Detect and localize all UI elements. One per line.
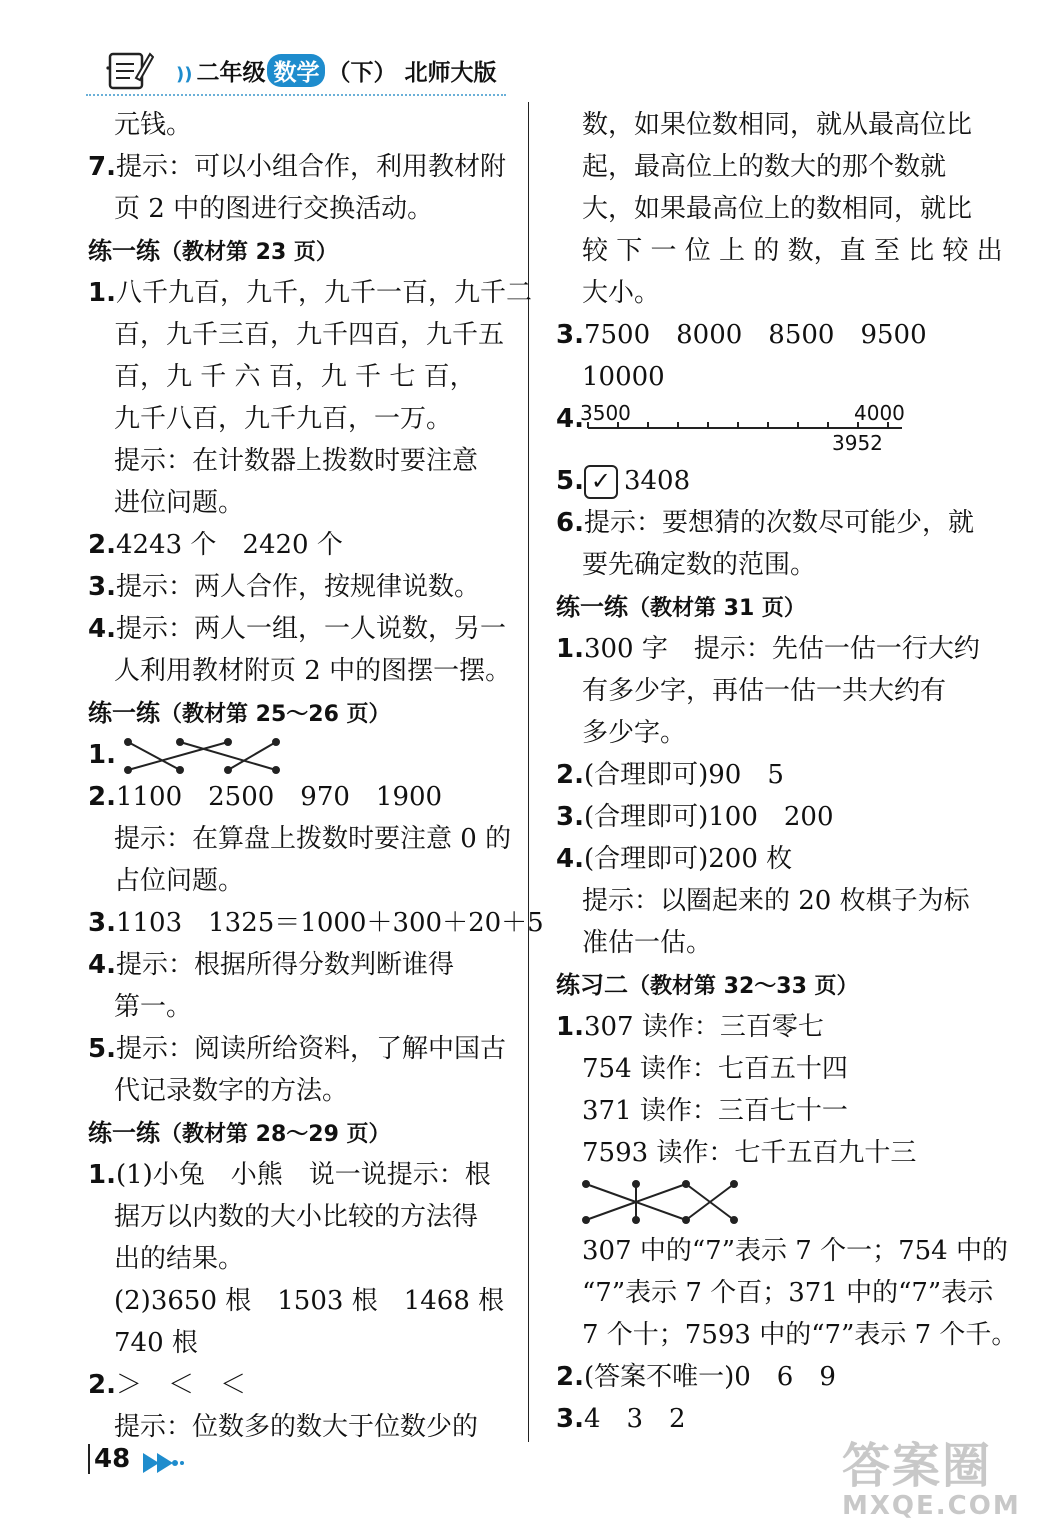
- number-line-diagram: [578, 398, 908, 458]
- section-title: 练习二（教材第 32～33 页）: [556, 971, 859, 999]
- question-3: 3.7500 8000 8500 9500: [556, 320, 927, 350]
- text-line: 提示：在算盘上拨数时要注意 0 的: [114, 824, 512, 854]
- text-line: 页 2 中的图进行交换活动。: [114, 194, 434, 224]
- question-3: 3.4 3 2: [556, 1404, 686, 1434]
- text-line: 较 下 一 位 上 的 数，直 至 比 较 出: [582, 236, 1003, 266]
- watermark-url: MXQE.COM: [842, 1491, 1021, 1521]
- text-line: 10000: [582, 362, 665, 392]
- question-2: 2.(合理即可)90 5: [556, 760, 784, 790]
- text-line: 出的结果。: [114, 1244, 245, 1274]
- question-4: 4.提示：两人一组，一人说数，另一: [88, 614, 506, 644]
- question-3: 3.1103 1325＝1000＋300＋20＋5: [88, 908, 544, 938]
- text-line: 起，最高位上的数大的那个数就: [582, 152, 947, 182]
- text-line: 740 根: [114, 1328, 198, 1358]
- header-edition: 北师大版: [404, 60, 497, 86]
- header-subject-badge: 数学: [267, 54, 325, 87]
- question-4: 4.(合理即可)200 枚: [556, 844, 793, 874]
- question-2: 2.1100 2500 970 1900: [88, 782, 443, 812]
- question-6: 6.提示：要想猜的次数尽可能少，就: [556, 508, 974, 538]
- matching-lines-diagram: [124, 736, 284, 776]
- text-line: (2)3650 根 1503 根 1468 根: [114, 1286, 505, 1316]
- question-2: 2.(答案不唯一)0 6 9: [556, 1362, 836, 1392]
- header-grade: 二年级: [196, 60, 266, 86]
- number-line-end-label: 4000: [854, 401, 905, 425]
- page-header: [86, 42, 506, 102]
- question-1: 1.300 字 提示：先估一估一行大约: [556, 634, 980, 664]
- section-title: 练一练（教材第 25～26 页）: [88, 699, 391, 727]
- number-line-answer-label: 3952: [832, 431, 883, 455]
- text-line: 大，如果最高位上的数相同，就比: [582, 194, 973, 224]
- text-line: 大小。: [582, 278, 661, 308]
- text-line: 人利用教材附页 2 中的图摆一摆。: [114, 656, 512, 686]
- text-line: 准估一估。: [582, 928, 713, 958]
- question-5: 5.提示：阅读所给资料，了解中国古: [88, 1034, 506, 1064]
- question-3: 3.(合理即可)100 200: [556, 802, 834, 832]
- section-title: 练一练（教材第 28～29 页）: [88, 1119, 391, 1147]
- text-line: 7 个十；7593 中的“7”表示 7 个千。: [582, 1320, 1018, 1350]
- number-line-start-label: 3500: [580, 401, 631, 425]
- watermark: [842, 1440, 1022, 1526]
- text-line: 有多少字，再估一估一共大约有: [582, 676, 947, 706]
- section-title: 练一练（教材第 23 页）: [88, 237, 338, 265]
- section-title: 练一练（教材第 31 页）: [556, 593, 806, 621]
- text-line: 百，九千三百，九千四百，九千五: [114, 320, 505, 350]
- text-line: 据万以内数的大小比较的方法得: [114, 1202, 479, 1232]
- text-line: “7”表示 7 个百；371 中的“7”表示: [582, 1278, 994, 1308]
- text-line: 371 读作：三百七十一: [582, 1096, 848, 1126]
- double-arrow-icon: [141, 1449, 185, 1477]
- right-column: [556, 104, 1018, 1440]
- question-2: 2.＞ ＜ ＜: [88, 1370, 246, 1400]
- text-line: 提示：在计数器上拨数时要注意: [114, 446, 479, 476]
- check-icon: ✓: [584, 465, 618, 499]
- question-4: 4. 3500 4000 3952: [556, 398, 986, 464]
- text-line: 占位问题。: [114, 866, 245, 896]
- text-line: 754 读作：七百五十四: [582, 1054, 848, 1084]
- text-line: 提示：以圈起来的 20 枚棋子为标: [582, 886, 970, 916]
- question-4: 4.提示：根据所得分数判断谁得: [88, 950, 454, 980]
- text-line: 307 中的“7”表示 7 个一；754 中的: [582, 1236, 1008, 1266]
- question-1: 1.: [88, 734, 508, 776]
- text-line: 提示：位数多的数大于位数少的: [114, 1412, 479, 1442]
- notebook-pencil-icon: [106, 48, 154, 92]
- question-2: 2.4243 个 2420 个: [88, 530, 343, 560]
- sound-mark: )): [176, 64, 193, 85]
- text-line: 百，九 千 六 百，九 千 七 百，: [114, 362, 476, 392]
- page-footer: [88, 1444, 185, 1484]
- question-7: 7.提示：可以小组合作，利用教材附: [88, 152, 506, 182]
- text-line: 代记录数字的方法。: [114, 1076, 349, 1106]
- header-divider: [86, 94, 506, 100]
- text-line: 要先确定数的范围。: [582, 550, 817, 580]
- question-1: 1.八千九百，九千，九千一百，九千二: [88, 278, 532, 308]
- text-line: 元钱。: [114, 110, 193, 140]
- text-line: 7593 读作：七千五百九十三: [582, 1138, 917, 1168]
- text-line: 进位问题。: [114, 488, 245, 518]
- left-column: [88, 104, 544, 1448]
- text-line: 九千八百，九千九百，一万。: [114, 404, 453, 434]
- watermark-text: 答案圈: [842, 1438, 993, 1494]
- text-line: 多少字。: [582, 718, 687, 748]
- matching-lines-row: [556, 1174, 986, 1230]
- header-volume: （下）: [327, 60, 397, 86]
- question-1: 1.307 读作：三百零七: [556, 1012, 824, 1042]
- question-1: 1.(1)小兔 小熊 说一说提示：根: [88, 1160, 491, 1190]
- matching-lines-diagram-2: [582, 1178, 742, 1228]
- text-line: 数，如果位数相同，就从最高位比: [582, 110, 973, 140]
- page-number: 48: [88, 1444, 130, 1474]
- question-3: 3.提示：两人合作，按规律说数。: [88, 572, 480, 602]
- question-5: 5. ✓ 3408: [556, 460, 986, 502]
- header-title: [176, 54, 496, 87]
- text-line: 第一。: [114, 992, 193, 1022]
